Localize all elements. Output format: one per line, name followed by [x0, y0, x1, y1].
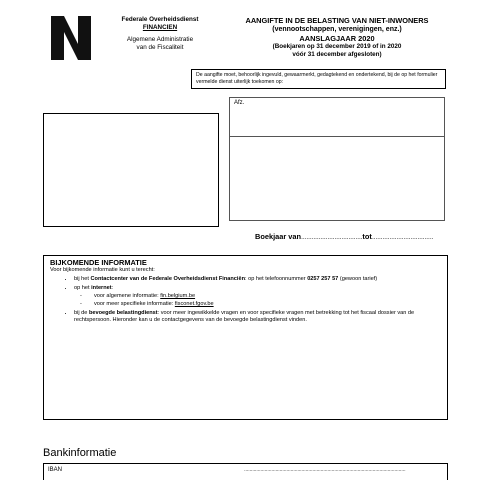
info-list: [50, 276, 441, 324]
bank-info-heading: Bankinformatie: [43, 447, 117, 459]
iban-label: IBAN: [48, 467, 63, 473]
info-sublist: [74, 293, 441, 308]
info-item-internet: • op het internet: - voor algemene informatie: fin.belgium.be - voor meer specifieke informatie: fisconet.fgov.be: [74, 285, 441, 308]
fiscal-year-from-label: Boekjaar van: [255, 232, 302, 241]
agency-administration: Algemene Administratie: [126, 36, 194, 43]
phone-number: 0257 257 57: [307, 276, 339, 282]
fiscal-year-note-2: vóór 31 december afgesloten): [292, 51, 382, 58]
link-fisconet[interactable]: fisconet.fgov.be: [174, 301, 214, 307]
sender-divider: [230, 136, 444, 137]
fiscal-year-to-field[interactable]: ...................................: [371, 232, 434, 241]
fiscal-year-note-1: (Boekjaren op 31 december 2019 of in 2020: [272, 43, 402, 50]
agency-name: Federale Overheidsdienst: [121, 16, 199, 23]
sender-label: Afz.: [234, 100, 245, 106]
iban-field[interactable]: ......................................................................................................................: [244, 467, 406, 473]
agency-department: FINANCIEN: [142, 24, 178, 31]
form-title-block: [222, 16, 452, 59]
link-fin-belgium[interactable]: fin.belgium.be: [160, 293, 196, 299]
info-subitem-specific: - voor meer specifieke informatie: fisconet.fgov.be: [94, 301, 441, 308]
info-intro: Voor bijkomende informatie kunt u terecht:: [50, 267, 155, 273]
info-heading: BIJKOMENDE INFORMATIE: [50, 258, 147, 267]
form-subtitle: (vennootschappen, verenigingen, enz.): [272, 26, 402, 33]
sender-box[interactable]: [229, 97, 445, 221]
deadline-notice: De aangifte moet, behoorlijk ingevuld, gewaarmerkt, gedagtekend en ondertekend, bij de op het formulier vermelde dienst uiterlijk toekomen op:: [191, 69, 446, 89]
info-item-tax-office: • bij de bevoegde belastingdienst: voor meer ingewikkelde vragen en voor specifieke vragen met betrekking tot het fiscaal dossier van de rechtspersoon. Hieronder kan u de contactgegevens van de bevoegde belastingdienst vinden.: [74, 310, 441, 324]
fiscal-year-line: [255, 232, 433, 241]
iban-box: [43, 463, 448, 480]
agency-administration-sub: van de Fiscaliteit: [136, 44, 184, 51]
fiscal-year-from-field[interactable]: ...................................: [301, 232, 363, 241]
form-title: AANGIFTE IN DE BELASTING VAN NIET-INWONERS: [245, 16, 429, 25]
agency-block: [104, 16, 216, 52]
recipient-address-box[interactable]: [43, 113, 219, 227]
info-item-contactcenter: • bij het Contactcenter van de Federale Overheidsdienst Financiën: op het telefoonnummer 0257 257 57 (gewoon tarief): [74, 276, 441, 283]
info-subitem-general: - voor algemene informatie: fin.belgium.be: [94, 293, 441, 300]
fod-financien-logo: [51, 16, 91, 60]
fiscal-year-to-label: tot: [362, 232, 372, 241]
assessment-year: AANSLAGJAAR 2020: [299, 34, 375, 43]
additional-info-box: [43, 255, 448, 420]
